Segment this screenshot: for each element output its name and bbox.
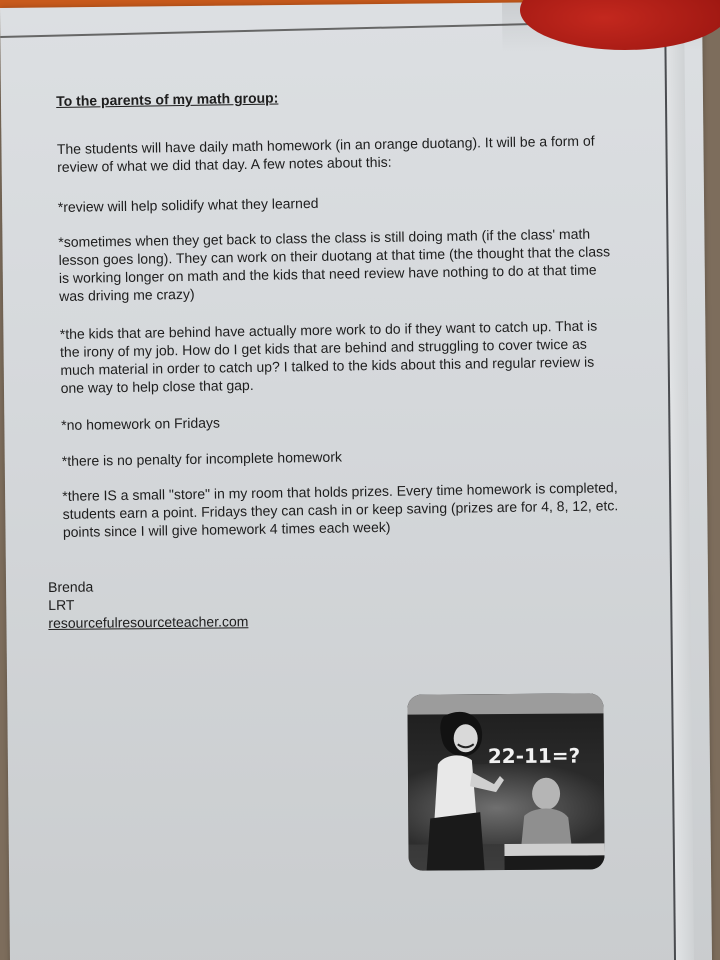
signature-name: Brenda [48, 578, 94, 595]
signature-block [48, 576, 248, 632]
note-review: *review will help solidify what they learned [57, 194, 319, 215]
letter-body [56, 83, 623, 556]
note-store: *there IS a small "store" in my room that holds prizes. Every time homework is completed, students earn a point. Fridays they can cash in or keep saving (prizes are for 4, 8, 12, etc. points since I will give homework 4 times each week) [62, 479, 619, 540]
stacked-page-edge [664, 1, 694, 960]
board-equation: 22-11=? [487, 743, 581, 769]
note-class-math: *sometimes when they get back to class the class is still doing math (if the class' math lesson goes long). They can work on their duotang at that time (the thought that the class is working longer on math and the kids that need review have nothing to do at that time was driving me crazy) [58, 225, 611, 304]
letter-heading: To the parents of my math group: [56, 89, 279, 109]
board-frame [407, 693, 603, 714]
note-penalty: *there is no penalty for incomplete homework [61, 448, 343, 469]
signature-role: LRT [48, 596, 75, 613]
note-behind: *the kids that are behind have actually more work to do if they want to catch up. That is the irony of my job. How do I get kids that are behind and struggling to cover twice as much material in order to catch up? I talked to the kids about this and regular review is one way to help close that gap. [59, 317, 598, 396]
teacher-skirt [426, 812, 484, 870]
student-head [532, 778, 560, 810]
clipart-drawing [407, 693, 604, 870]
paragraph-intro: The students will have daily math homework (in an orange duotang). It will be a form of review of what we did that day. A few notes about this: [56, 132, 595, 175]
teacher-blouse [434, 755, 476, 822]
note-fridays: *no homework on Fridays [61, 414, 221, 433]
desk [504, 843, 604, 856]
website-link: resourcefulresourceteacher.com [48, 613, 249, 631]
teacher-chalkboard-illustration [407, 693, 604, 870]
